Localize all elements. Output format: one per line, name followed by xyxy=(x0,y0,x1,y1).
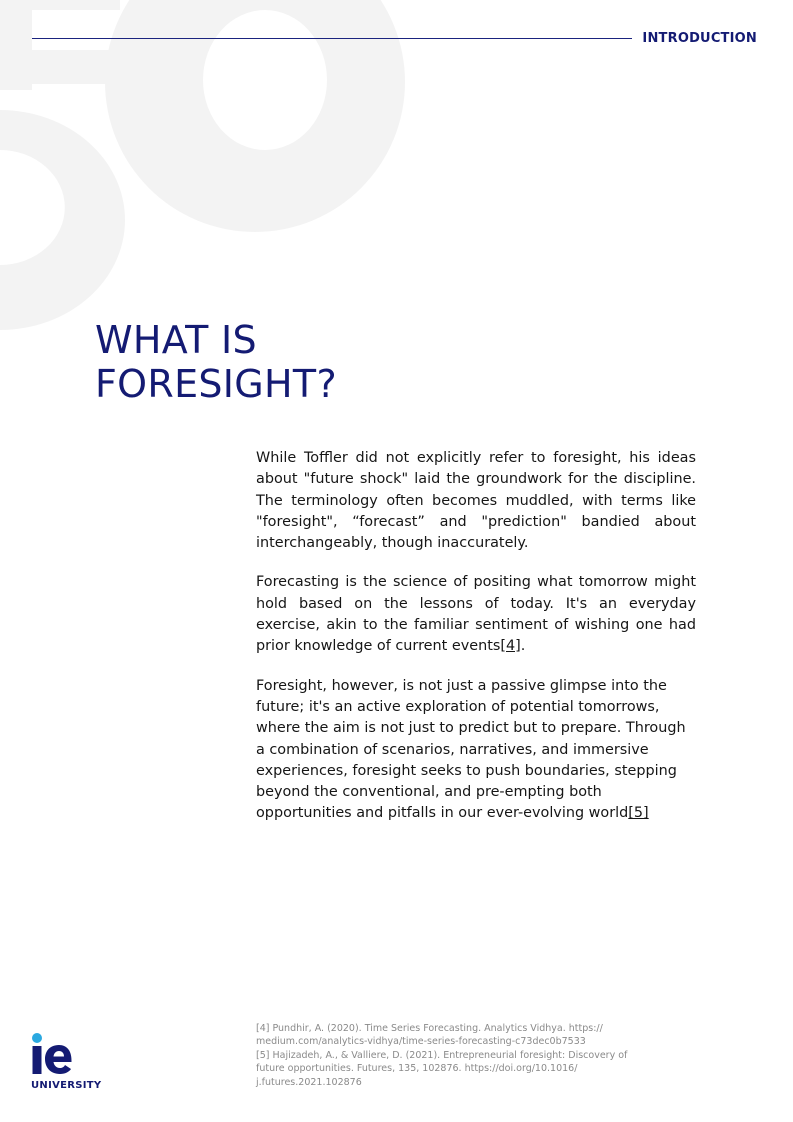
footnote-4-line-1: [4] Pundhir, A. (2020). Time Series Forecasting. Analytics Vidhya. https:// xyxy=(256,1023,603,1034)
body-text xyxy=(256,448,696,843)
paragraph-foresight xyxy=(256,676,696,825)
footnote-4-line-2: medium.com/analytics-vidhya/time-series-forecasting-c73dec0b7533 xyxy=(256,1036,586,1048)
page-title-line-1: WHAT IS xyxy=(95,318,257,362)
fifty-watermark-icon xyxy=(0,0,420,340)
footnotes xyxy=(256,1022,676,1089)
header-rule xyxy=(32,38,632,39)
footnote-ref-5[interactable]: [5] xyxy=(628,805,649,822)
footnote-5-line-2: future opportunities. Futures, 135, 102876. https://doi.org/10.1016/ xyxy=(256,1063,578,1075)
footnote-5-line-3: j.futures.2021.102876 xyxy=(256,1076,362,1088)
footnote-ref-4[interactable]: [4] xyxy=(500,638,521,655)
page-title xyxy=(95,318,337,406)
page-title-line-2: FORESIGHT? xyxy=(95,362,337,406)
paragraph-foresight-text: Foresight, however, is not just a passive glimpse into the future; it's an active exploration of potential tomorrows, where the aim is not just to predict but to prepare. Through a combination of scenarios, narratives, and immersive experiences, foresight seeks to push boundaries, stepping beyond the conventional, and pre-empting both opportunities and pitfalls in our ever-evolving world xyxy=(256,677,686,822)
logo-wordmark: UNIVERSITY xyxy=(31,1080,102,1091)
footnote-5-line-1: [5] Hajizadeh, A., & Valliere, D. (2021). Entrepreneurial foresight: Discovery of xyxy=(256,1049,628,1061)
paragraph-forecasting xyxy=(256,572,696,657)
paragraph-toffler: While Toffler did not explicitly refer to foresight, his ideas about "future shock" laid the groundwork for the discipline. The terminology often becomes muddled, with terms like "foresight", “forecast” and "prediction" bandied about interchangeably, though inaccurately. xyxy=(256,450,696,552)
paragraph-forecasting-end: . xyxy=(520,638,526,655)
section-label: INTRODUCTION xyxy=(642,31,757,46)
paragraph-forecasting-text: Forecasting is the science of positing what tomorrow might hold based on the lessons of today. It's an everyday exercise, akin to the familiar sentiment of wishing one had prior knowledge of current events xyxy=(256,574,696,655)
